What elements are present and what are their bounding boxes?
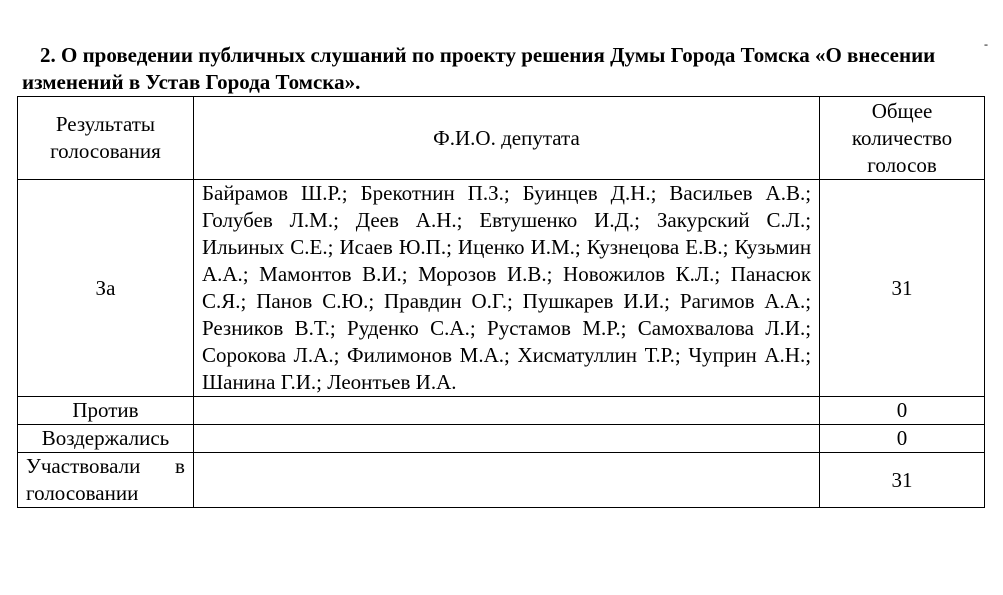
table-row <box>18 397 985 425</box>
row-result-abstained: Воздержались <box>18 425 194 453</box>
row-result-against: Против <box>18 397 194 425</box>
header-result: Результаты голосования <box>18 97 194 180</box>
row-total-participated: 31 <box>820 453 985 508</box>
item-heading <box>22 42 984 96</box>
row-total-against: 0 <box>820 397 985 425</box>
row-names-for: Байрамов Ш.Р.; Брекотнин П.З.; Буинцев Д.Н.; Васильев А.В.; Голубев Л.М.; Деев А.Н.; Евтушенко И.Д.; Закурский С.Л.; Ильиных С.Е.; Исаев Ю.П.; Иценко И.М.; Кузнецова Е.В.; Кузьмин А.А.; Мамонтов В.И.; Морозов И.В.; Новожилов К.Л.; Панасюк С.Я.; Панов С.Ю.; Правдин О.Г.; Пушкарев И.И.; Рагимов А.А.; Резников В.Т.; Руденко С.А.; Рустамов М.Р.; Самохвалова Л.И.; Сорокова Л.А.; Филимонов М.А.; Хисматуллин Т.Р.; Чуприн А.Н.; Шанина Г.И.; Леонтьев И.А. <box>193 180 819 397</box>
row-result-participated: Участвовали в голосовании <box>18 453 194 508</box>
table-header-row <box>18 97 985 180</box>
header-name: Ф.И.О. депутата <box>193 97 819 180</box>
item-title: . О проведении публичных слушаний по проекту решения Думы Города Томска «О внесении изменений в Устав Города Томска». <box>22 43 936 94</box>
table-row <box>18 453 985 508</box>
row-names-against <box>193 397 819 425</box>
row-total-for: 31 <box>820 180 985 397</box>
corner-mark: - <box>984 37 988 51</box>
voting-results-table <box>17 96 985 508</box>
table-row <box>18 180 985 397</box>
item-number: 2 <box>40 43 51 67</box>
row-total-abstained: 0 <box>820 425 985 453</box>
row-names-participated <box>193 453 819 508</box>
row-result-for: За <box>18 180 194 397</box>
header-total: Общее количество голосов <box>820 97 985 180</box>
row-names-abstained <box>193 425 819 453</box>
table-row <box>18 425 985 453</box>
